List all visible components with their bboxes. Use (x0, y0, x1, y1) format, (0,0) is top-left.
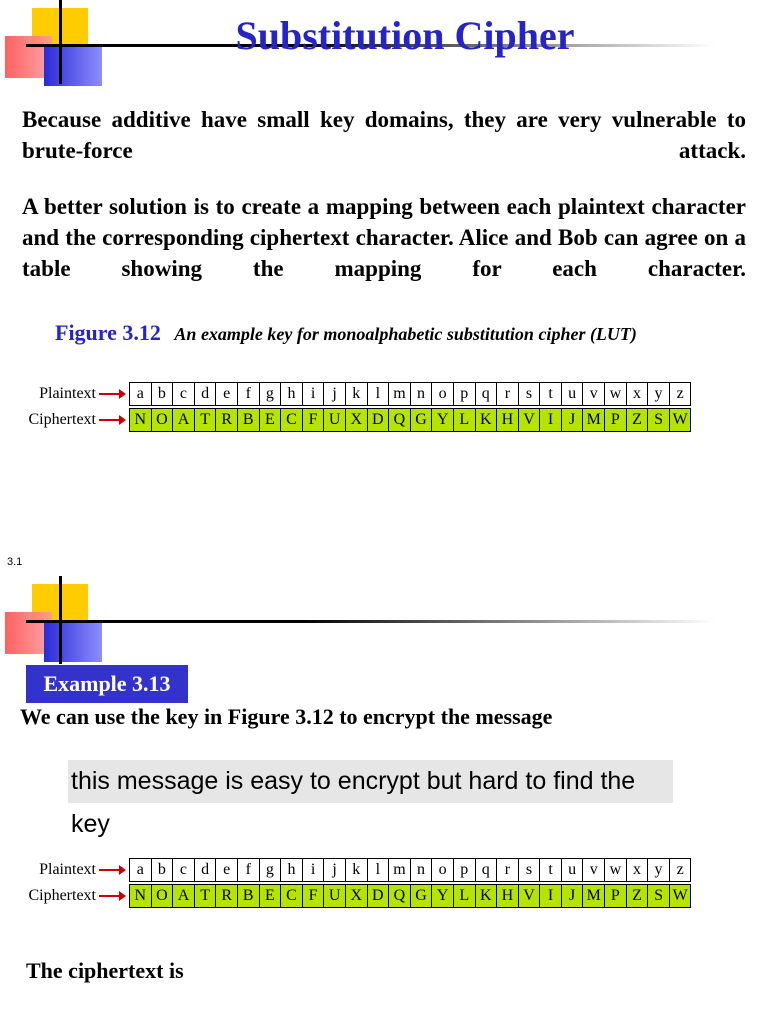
slide-title: Substitution Cipher (235, 13, 575, 58)
arrow-icon (99, 419, 124, 421)
plaintext-cell: n (410, 382, 433, 406)
ciphertext-cell: M (582, 884, 605, 908)
plaintext-cell: d (194, 858, 217, 882)
plaintext-cell: s (518, 382, 541, 406)
plaintext-cell: k (345, 382, 368, 406)
plaintext-cell: l (367, 858, 390, 882)
ciphertext-cell: O (151, 408, 174, 432)
ciphertext-cell: C (280, 884, 303, 908)
plaintext-cell: v (582, 858, 605, 882)
example-badge: Example 3.13 (26, 665, 188, 703)
plaintext-cell: c (172, 858, 195, 882)
plaintext-cell: y (647, 858, 670, 882)
ciphertext-cell: K (475, 408, 498, 432)
plaintext-cell: o (431, 382, 454, 406)
ciphertext-cell: Z (626, 408, 649, 432)
plaintext-cell: g (259, 382, 282, 406)
figure-number: Figure 3.12 (55, 320, 161, 345)
plaintext-cell: f (237, 382, 260, 406)
plaintext-cell: j (323, 382, 346, 406)
plaintext-cell: l (367, 382, 390, 406)
plaintext-cell: w (604, 858, 627, 882)
arrow-icon (99, 895, 124, 897)
ciphertext-cell: V (518, 408, 541, 432)
plaintext-cell: m (388, 382, 411, 406)
plaintext-cell: o (431, 858, 454, 882)
ciphertext-cell: N (129, 884, 152, 908)
ciphertext-cell: D (367, 408, 390, 432)
arrow-icon (99, 869, 124, 871)
plaintext-cell: v (582, 382, 605, 406)
plaintext-cell: z (669, 858, 692, 882)
ciphertext-cell: E (259, 884, 282, 908)
ciphertext-cell: W (669, 408, 692, 432)
plaintext-label: Plaintext (39, 385, 96, 402)
ciphertext-cell: W (669, 884, 692, 908)
plaintext-cell: w (604, 382, 627, 406)
plaintext-label: Plaintext (39, 861, 96, 878)
ciphertext-cells (130, 408, 691, 432)
ciphertext-heading: The ciphertext is (26, 958, 184, 983)
plaintext-cell: z (669, 382, 692, 406)
arrow-icon (99, 393, 124, 395)
slide-number: 3.1 (7, 556, 23, 568)
ciphertext-cell: U (323, 884, 346, 908)
ciphertext-cell: E (259, 408, 282, 432)
plaintext-cell: x (626, 858, 649, 882)
paragraph-brute-force: Because additive have small key domains, they are very vulnerable to brute-force attack. (22, 107, 746, 163)
figure-description: An example key for monoalphabetic substitution cipher (LUT) (174, 324, 637, 344)
ciphertext-cell: M (582, 408, 605, 432)
ciphertext-cell: H (496, 408, 519, 432)
plaintext-cell: i (302, 858, 325, 882)
ciphertext-cell: L (453, 884, 476, 908)
plaintext-cell: p (453, 382, 476, 406)
plaintext-cell: q (475, 382, 498, 406)
plaintext-cell: r (496, 858, 519, 882)
plaintext-cell: u (561, 858, 584, 882)
plaintext-cell: e (215, 858, 238, 882)
plaintext-cell: j (323, 858, 346, 882)
ciphertext-cell: A (172, 408, 195, 432)
ciphertext-cell: A (172, 884, 195, 908)
ciphertext-cell: S (647, 408, 670, 432)
ciphertext-cell: F (302, 884, 325, 908)
ciphertext-cell: D (367, 884, 390, 908)
plaintext-cell: h (280, 858, 303, 882)
ciphertext-cell: J (561, 408, 584, 432)
plaintext-cells (130, 382, 691, 406)
ciphertext-cell: N (129, 408, 152, 432)
paragraph-mapping: A better solution is to create a mapping between each plaintext character and the corresponding ciphertext character. Alice and Bob can agree on a table showing the mapping for each character. (22, 194, 746, 281)
ciphertext-cell: L (453, 408, 476, 432)
plaintext-cell: x (626, 382, 649, 406)
ciphertext-cell: P (604, 884, 627, 908)
ciphertext-cell: V (518, 884, 541, 908)
ciphertext-cells (130, 884, 691, 908)
ciphertext-cell: F (302, 408, 325, 432)
plaintext-message: this message is easy to encrypt but hard to find the key (68, 760, 673, 803)
plaintext-cell: b (151, 382, 174, 406)
plaintext-cell: a (129, 858, 152, 882)
plaintext-cell: e (215, 382, 238, 406)
ciphertext-cell: Y (431, 408, 454, 432)
slide-2 (0, 576, 768, 1024)
plaintext-cell: g (259, 858, 282, 882)
ciphertext-cell: P (604, 408, 627, 432)
ciphertext-cell: B (237, 884, 260, 908)
plaintext-cell: b (151, 858, 174, 882)
plaintext-cell: k (345, 858, 368, 882)
ciphertext-cell: U (323, 408, 346, 432)
ciphertext-cell: Q (388, 408, 411, 432)
ciphertext-cell: R (215, 408, 238, 432)
plaintext-cell: s (518, 858, 541, 882)
ciphertext-cell: Y (431, 884, 454, 908)
plaintext-cell: a (129, 382, 152, 406)
ciphertext-cell: H (496, 884, 519, 908)
plaintext-cell: m (388, 858, 411, 882)
ciphertext-cell: I (539, 884, 562, 908)
ciphertext-label: Ciphertext (28, 887, 96, 904)
ciphertext-cell: X (345, 408, 368, 432)
plaintext-cells (130, 858, 691, 882)
ciphertext-label: Ciphertext (28, 411, 96, 428)
ciphertext-cell: T (194, 408, 217, 432)
plaintext-cell: p (453, 858, 476, 882)
plaintext-cell: h (280, 382, 303, 406)
ciphertext-cell: T (194, 884, 217, 908)
plaintext-cell: i (302, 382, 325, 406)
ciphertext-cell: O (151, 884, 174, 908)
ciphertext-cell: R (215, 884, 238, 908)
intro-text: We can use the key in Figure 3.12 to encrypt the message (20, 704, 553, 729)
ciphertext-cell: S (647, 884, 670, 908)
plaintext-cell: r (496, 382, 519, 406)
ciphertext-cell: B (237, 408, 260, 432)
plaintext-cell: u (561, 382, 584, 406)
ciphertext-cell: G (410, 884, 433, 908)
ciphertext-cell: J (561, 884, 584, 908)
plaintext-cell: f (237, 858, 260, 882)
plaintext-cell: t (539, 382, 562, 406)
plaintext-cell: d (194, 382, 217, 406)
ciphertext-cell: K (475, 884, 498, 908)
plaintext-cell: c (172, 382, 195, 406)
ciphertext-cell: Q (388, 884, 411, 908)
ciphertext-cell: I (539, 408, 562, 432)
figure-caption (55, 320, 637, 346)
plaintext-cell: q (475, 858, 498, 882)
plaintext-cell: t (539, 858, 562, 882)
plaintext-cell: n (410, 858, 433, 882)
ciphertext-cell: C (280, 408, 303, 432)
plaintext-cell: y (647, 382, 670, 406)
ciphertext-cell: G (410, 408, 433, 432)
ciphertext-cell: Z (626, 884, 649, 908)
ciphertext-cell: X (345, 884, 368, 908)
